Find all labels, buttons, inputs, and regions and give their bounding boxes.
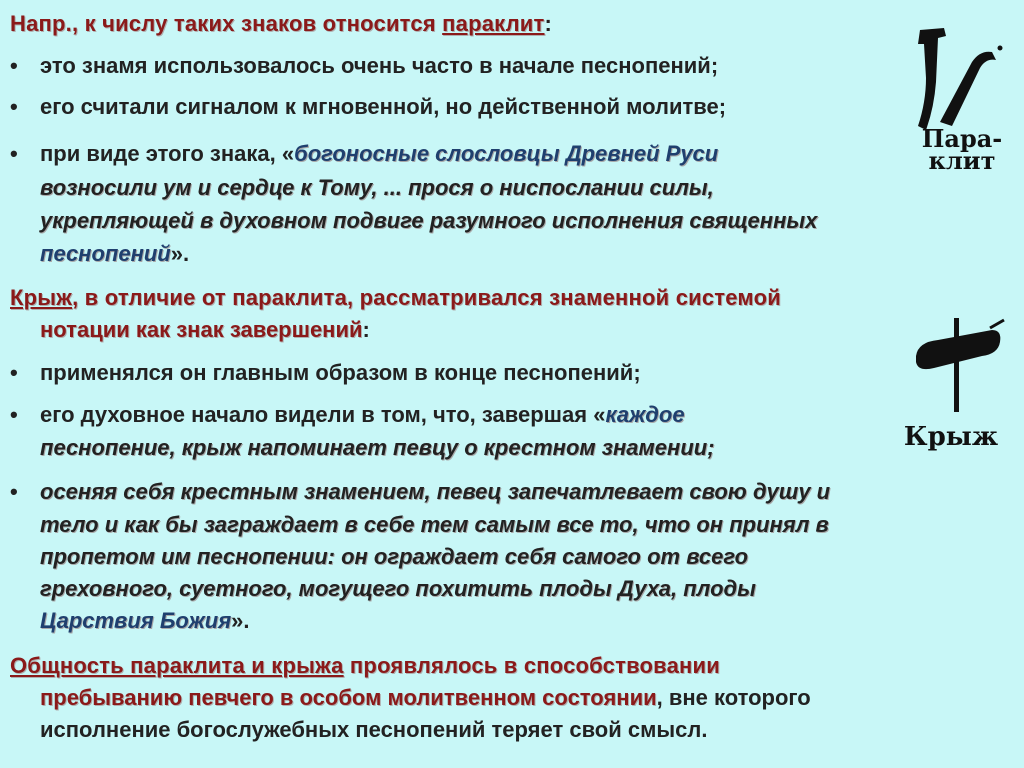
bullet-marker: • (10, 53, 18, 78)
paraklit-bullet-3 (40, 138, 1000, 170)
paraklit-label-line-1: Пара- (921, 124, 1003, 153)
conclusion-line-3: исполнение богослужебных песнопений теряет свой смысл. (40, 717, 708, 742)
conclusion-red-line-2: пребыванию певчего в особом молитвенном состоянии (40, 685, 657, 710)
conclusion-line-1 (10, 650, 720, 682)
kryzh-bullet-1: применялся он главным образом в конце песнопений; (40, 360, 641, 385)
kryzh-intro-line-1 (10, 282, 781, 314)
kryzh-b3-line-4: греховного, суетного, могущего похитить плоды Духа, плоды (40, 576, 756, 601)
kryzh-b3-line-5 (40, 605, 1000, 637)
kryzh-bullet-2 (40, 399, 1000, 431)
paraklit-label-line-2: клит (928, 146, 996, 175)
kryzh-b2-quote-2: песнопение, крыж напоминает певцу о крестном знамении; (40, 435, 715, 460)
intro-lead: Напр., к числу таких знаков относится (10, 11, 443, 36)
bullet-marker: • (10, 141, 18, 166)
paraklit-bullet-1: это знамя использовалось очень часто в начале песнопений; (40, 53, 719, 78)
conclusion-plain-line-2: , вне которого (656, 685, 811, 710)
kryzh-b3-line-1: осеняя себя крестным знамением, певец запечатлевает свою душу и (40, 479, 831, 504)
kryzh-b3-line-5-text: Царствия Божия (40, 608, 232, 633)
quote-line-4-text: песнопений (40, 241, 171, 266)
kryzh-b3-close: ». (231, 608, 250, 633)
quote-line-4 (40, 238, 1000, 270)
intro-term-paraklit: параклит (442, 11, 545, 36)
kryzh-term: Крыж (10, 285, 73, 310)
kryzh-b2-lead: его духовное начало видели в том, что, завершая « (40, 402, 606, 427)
bullet-marker: • (10, 479, 18, 504)
quote-close: ». (170, 241, 190, 266)
conclusion-red-rest: проявлялось в способствовании (343, 653, 720, 678)
kryzh-intro-colon: : (362, 317, 370, 342)
kryzh-sign-icon (912, 316, 1008, 416)
kryzh-b3-line-2: тело и как бы заграждает в себе тем самым все то, что он принял в (40, 512, 829, 537)
kryzh-intro-line-2 (40, 314, 1000, 346)
conclusion-line-2 (40, 682, 1000, 714)
bullet-marker: • (10, 94, 18, 119)
kryzh-intro-rest-1: , в отличие от параклита, рассматривался знаменной системой (72, 285, 781, 310)
quote-line-3: укрепляющей в духовном подвиге разумного исполнения священных (40, 208, 818, 233)
quote-line-2: возносили ум и сердце к Тому, ... прося о ниспослании силы, (40, 175, 714, 200)
paraklit-bullet-2: его считали сигналом к мгновенной, но действенной молитве; (40, 94, 727, 119)
kryzh-intro-rest-2: нотации как знак завершений (40, 317, 363, 342)
kryzh-b3-line-3: пропетом им песнопении: он ограждает себя самого от всего (40, 544, 749, 569)
intro-line (10, 8, 552, 40)
quote-line-1: богоносные слословцы Древней Руси (294, 141, 719, 166)
quote-lead: при виде этого знака, « (40, 141, 295, 166)
bullet-marker: • (10, 402, 18, 427)
kryzh-label: Крыж (903, 422, 999, 452)
paraklit-sign-icon (900, 22, 1010, 132)
kryzh-b2-quote-1: каждое (605, 402, 685, 427)
conclusion-term: Общность параклита и крыжа (10, 653, 344, 678)
bullet-marker: • (10, 360, 18, 385)
intro-colon: : (544, 11, 553, 36)
